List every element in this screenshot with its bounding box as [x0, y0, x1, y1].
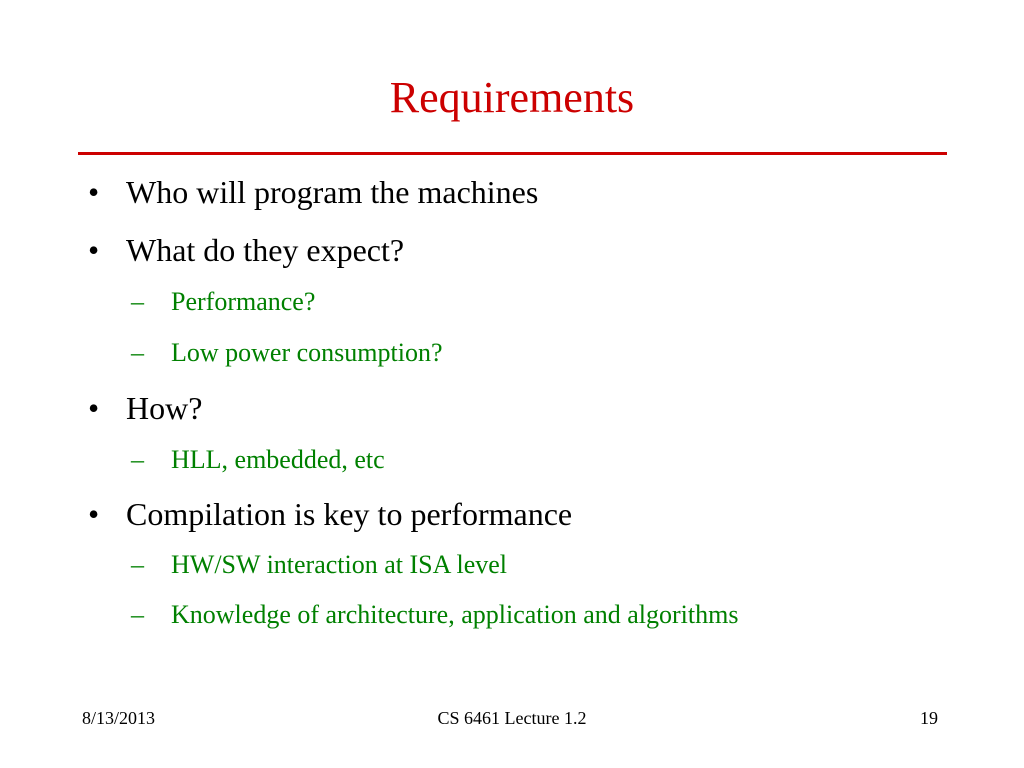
bullet-item — [88, 388, 203, 428]
sub-bullet-text: Knowledge of architecture, application and algorithms — [171, 600, 739, 629]
sub-bullet-marker: – — [131, 287, 144, 316]
sub-bullet-item — [131, 337, 443, 369]
bullet-item — [88, 230, 405, 270]
slide-title: Requirements — [389, 73, 635, 122]
footer-date: 8/13/2013 — [82, 708, 156, 728]
bullet-marker: • — [88, 390, 100, 426]
sub-bullet-item — [131, 444, 385, 476]
sub-bullet-marker: – — [131, 600, 144, 629]
sub-bullet-text: Low power consumption? — [171, 338, 443, 367]
sub-bullet-text: HW/SW interaction at ISA level — [171, 550, 507, 579]
sub-bullet-text: Performance? — [171, 287, 316, 316]
sub-bullet-marker: – — [131, 550, 144, 579]
bullet-marker: • — [88, 232, 100, 268]
sub-bullet-item — [131, 286, 316, 318]
bullet-text: What do they expect? — [126, 232, 405, 268]
bullet-item — [88, 494, 573, 534]
sub-bullet-item — [131, 549, 507, 581]
footer-course: CS 6461 Lecture 1.2 — [437, 708, 587, 728]
footer-page-number: 19 — [920, 708, 938, 728]
title-underline — [78, 152, 947, 155]
bullet-item — [88, 172, 539, 212]
sub-bullet-marker: – — [131, 338, 144, 367]
bullet-text: Compilation is key to performance — [126, 496, 573, 532]
sub-bullet-item — [131, 599, 739, 631]
bullet-text: How? — [126, 390, 203, 426]
bullet-text: Who will program the machines — [126, 174, 539, 210]
bullet-marker: • — [88, 496, 100, 532]
bullet-marker: • — [88, 174, 100, 210]
sub-bullet-text: HLL, embedded, etc — [171, 445, 385, 474]
sub-bullet-marker: – — [131, 445, 144, 474]
